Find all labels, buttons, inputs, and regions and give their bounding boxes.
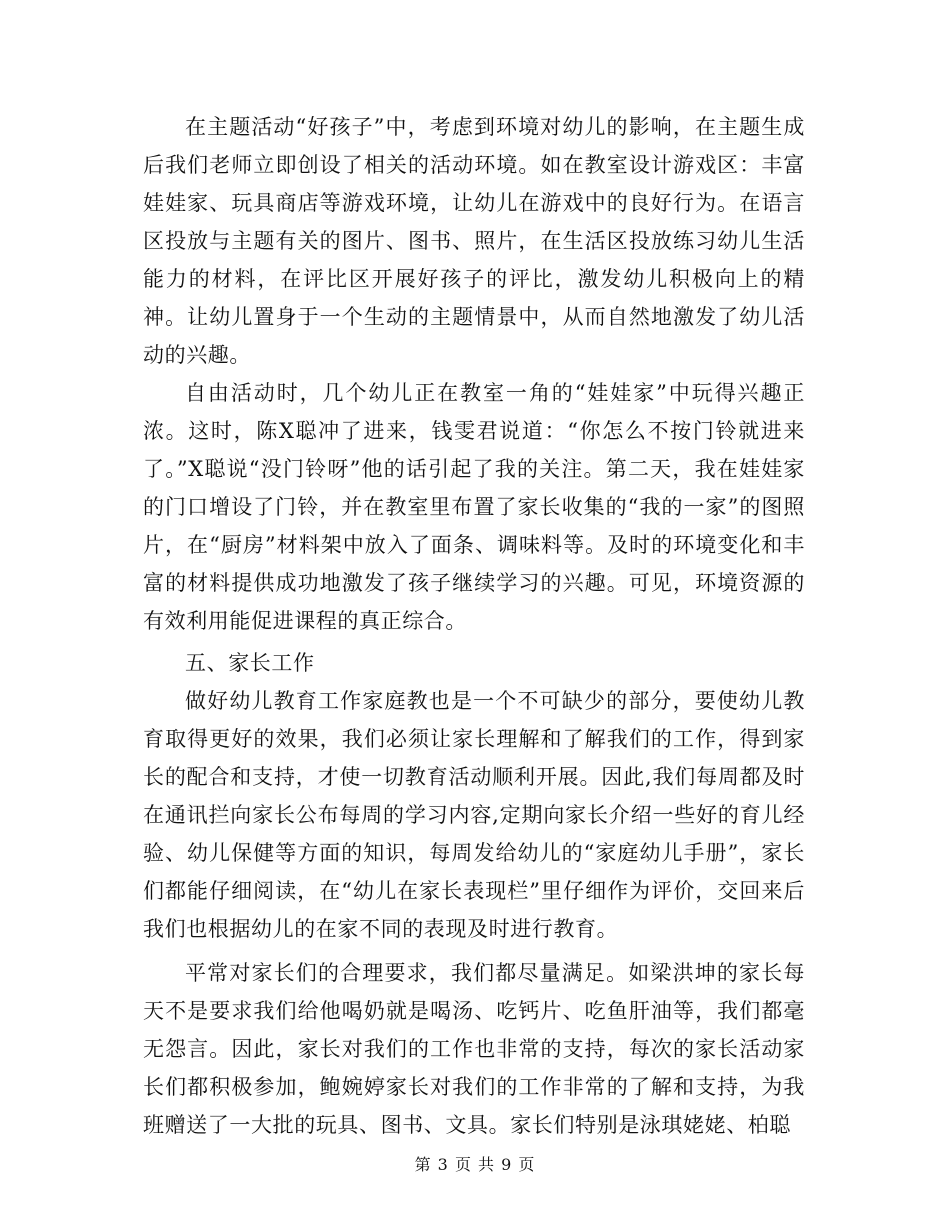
document-body xyxy=(143,108,805,1144)
section-heading: 五、家长工作 xyxy=(185,651,315,675)
paragraph-free-activity: 自由活动时，几个幼儿正在教室一角的“娃娃家”中玩得兴趣正浓。这时，陈X聪冲了进来，钱雯君说道：“你怎么不按门铃就进来了。”X聪说“没门铃呀”他的话引起了我的关注。第二天，我在娃娃家的门口增设了门铃，并在教室里布置了家长收集的“我的一家”的图照片，在“厨房”材料架中放入了面条、调味料等。及时的环境变化和丰富的材料提供成功地激发了孩子继续学习的兴趣。可见，环境资源的有效利用能促进课程的真正综合。 xyxy=(143,381,805,633)
paragraph-parent-requests: 平常对家长们的合理要求，我们都尽量满足。如梁洪坤的家长每天不是要求我们给他喝奶就是喝汤、吃钙片、吃鱼肝油等，我们都毫无怨言。因此，家长对我们的工作也非常的支持，每次的家长活动家长们都积极参加，鲍婉婷家长对我们的工作非常的了解和支持，为我班赠送了一大批的玩具、图书、文具。家长们特别是泳琪姥姥、柏聪 xyxy=(143,961,805,1137)
page-number-footer: 第 3 页 共 9 页 xyxy=(414,1155,536,1174)
paragraph-parent-work: 做好幼儿教育工作家庭教也是一个不可缺少的部分，要使幼儿教育取得更好的效果，我们必须让家长理解和了解我们的工作，得到家长的配合和支持，才使一切教育活动顺利开展。因此,我们每周都及时在通讯拦向家长公布每周的学习内容,定期向家长介绍一些好的育儿经验、幼儿保健等方面的知识，每周发给幼儿的“家庭幼儿手册”，家长们都能仔细阅读，在“幼儿在家长表现栏”里仔细作为评价，交回来后我们也根据幼儿的在家不同的表现及时进行教育。 xyxy=(143,689,805,941)
paragraph-theme-environment: 在主题活动“好孩子”中，考虑到环境对幼儿的影响，在主题生成后我们老师立即创设了相关的活动环境。如在教室设计游戏区：丰富娃娃家、玩具商店等游戏环境，让幼儿在游戏中的良好行为。在语言区投放与主题有关的图片、图书、照片，在生活区投放练习幼儿生活能力的材料，在评比区开展好孩子的评比，激发幼儿积极向上的精神。让幼儿置身于一个生动的主题情景中，从而自然地激发了幼儿活动的兴趣。 xyxy=(143,115,805,367)
